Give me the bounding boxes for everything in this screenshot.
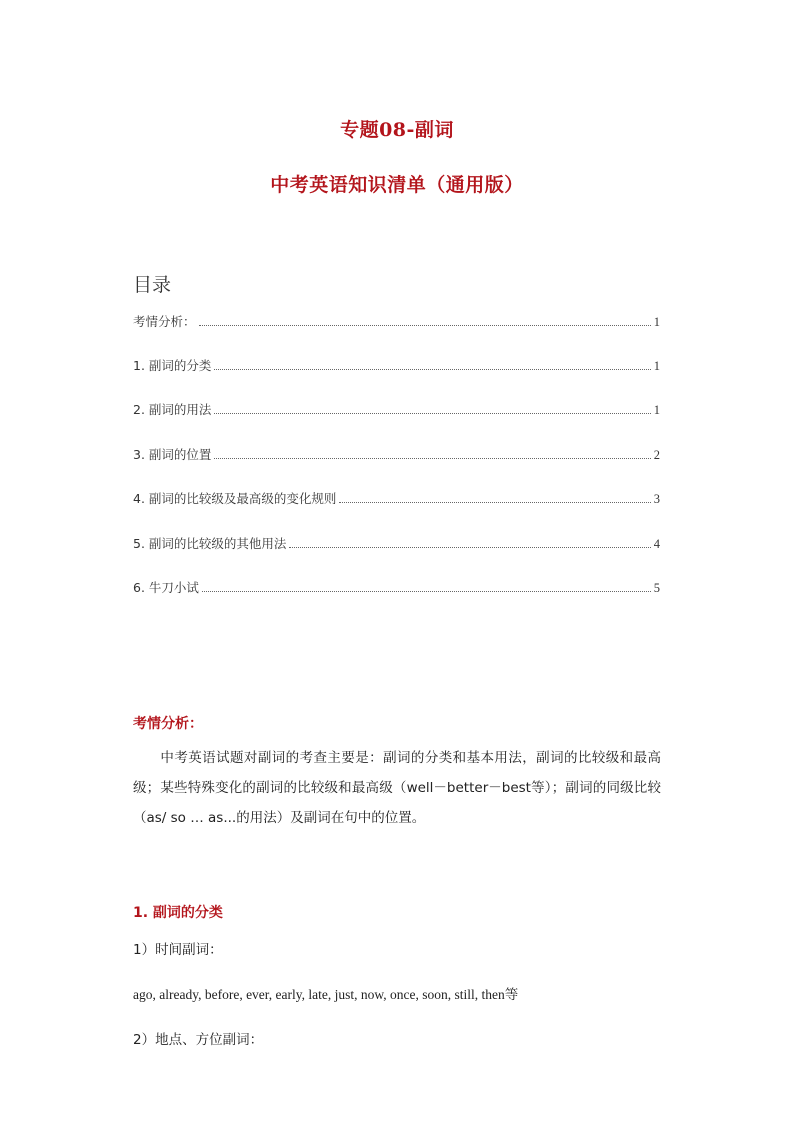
- example-words: ago, already, before, ever, early, late, just, now, once, soon, still, then等: [133, 987, 519, 1002]
- toc-item-page: 3: [653, 492, 660, 506]
- toc-item-label: 6. 牛刀小试: [133, 580, 199, 595]
- toc-item[interactable]: [133, 578, 660, 596]
- toc-item-page: 4: [653, 537, 660, 551]
- analysis-heading: 考情分析：: [133, 716, 203, 732]
- toc-item-page: 2: [653, 448, 660, 462]
- analysis-paragraph: [133, 743, 661, 833]
- toc-leader-dots: [339, 501, 650, 503]
- toc-leader-dots: [214, 412, 650, 414]
- toc-item[interactable]: [133, 489, 660, 507]
- toc-item-label: 5. 副词的比较级的其他用法: [133, 536, 287, 551]
- toc-item-page: 1: [653, 403, 660, 417]
- toc-leader-dots: [214, 368, 650, 370]
- toc-heading: 目录: [133, 274, 172, 296]
- document-title: 专题08-副词: [340, 119, 454, 141]
- toc-item[interactable]: [133, 356, 660, 374]
- toc-item[interactable]: [133, 534, 660, 552]
- subsection-label: 2）地点、方位副词：: [133, 1032, 264, 1048]
- toc-item[interactable]: [133, 400, 660, 418]
- toc-item[interactable]: [133, 445, 660, 463]
- analysis-text: 中考英语试题对副词的考查主要是：副词的分类和基本用法，副词的比较级和最高级；某些特殊变化的副词的比较级和最高级（well－better－best等）；副词的同级比较（as/ so … as...的用法）及副词在句中的位置。: [133, 750, 661, 826]
- toc-item-label: 1. 副词的分类: [133, 358, 212, 373]
- toc-item-label: 4. 副词的比较级及最高级的变化规则: [133, 491, 337, 506]
- toc-leader-dots: [214, 457, 650, 459]
- section-heading: 1. 副词的分类: [133, 905, 223, 921]
- toc-leader-dots: [199, 324, 651, 326]
- toc-leader-dots: [289, 546, 650, 548]
- toc-item[interactable]: [133, 312, 660, 330]
- toc-item-label: 2. 副词的用法: [133, 402, 212, 417]
- toc-item-page: 1: [653, 315, 660, 329]
- toc-item-label: 3. 副词的位置: [133, 447, 212, 462]
- toc-item-page: 5: [653, 581, 660, 595]
- subsection-label: 1）时间副词：: [133, 942, 223, 958]
- document-subtitle: 中考英语知识清单（通用版）: [270, 174, 524, 196]
- toc-leader-dots: [202, 590, 651, 592]
- toc-item-page: 1: [653, 359, 660, 373]
- toc-item-label: 考情分析：: [133, 314, 196, 329]
